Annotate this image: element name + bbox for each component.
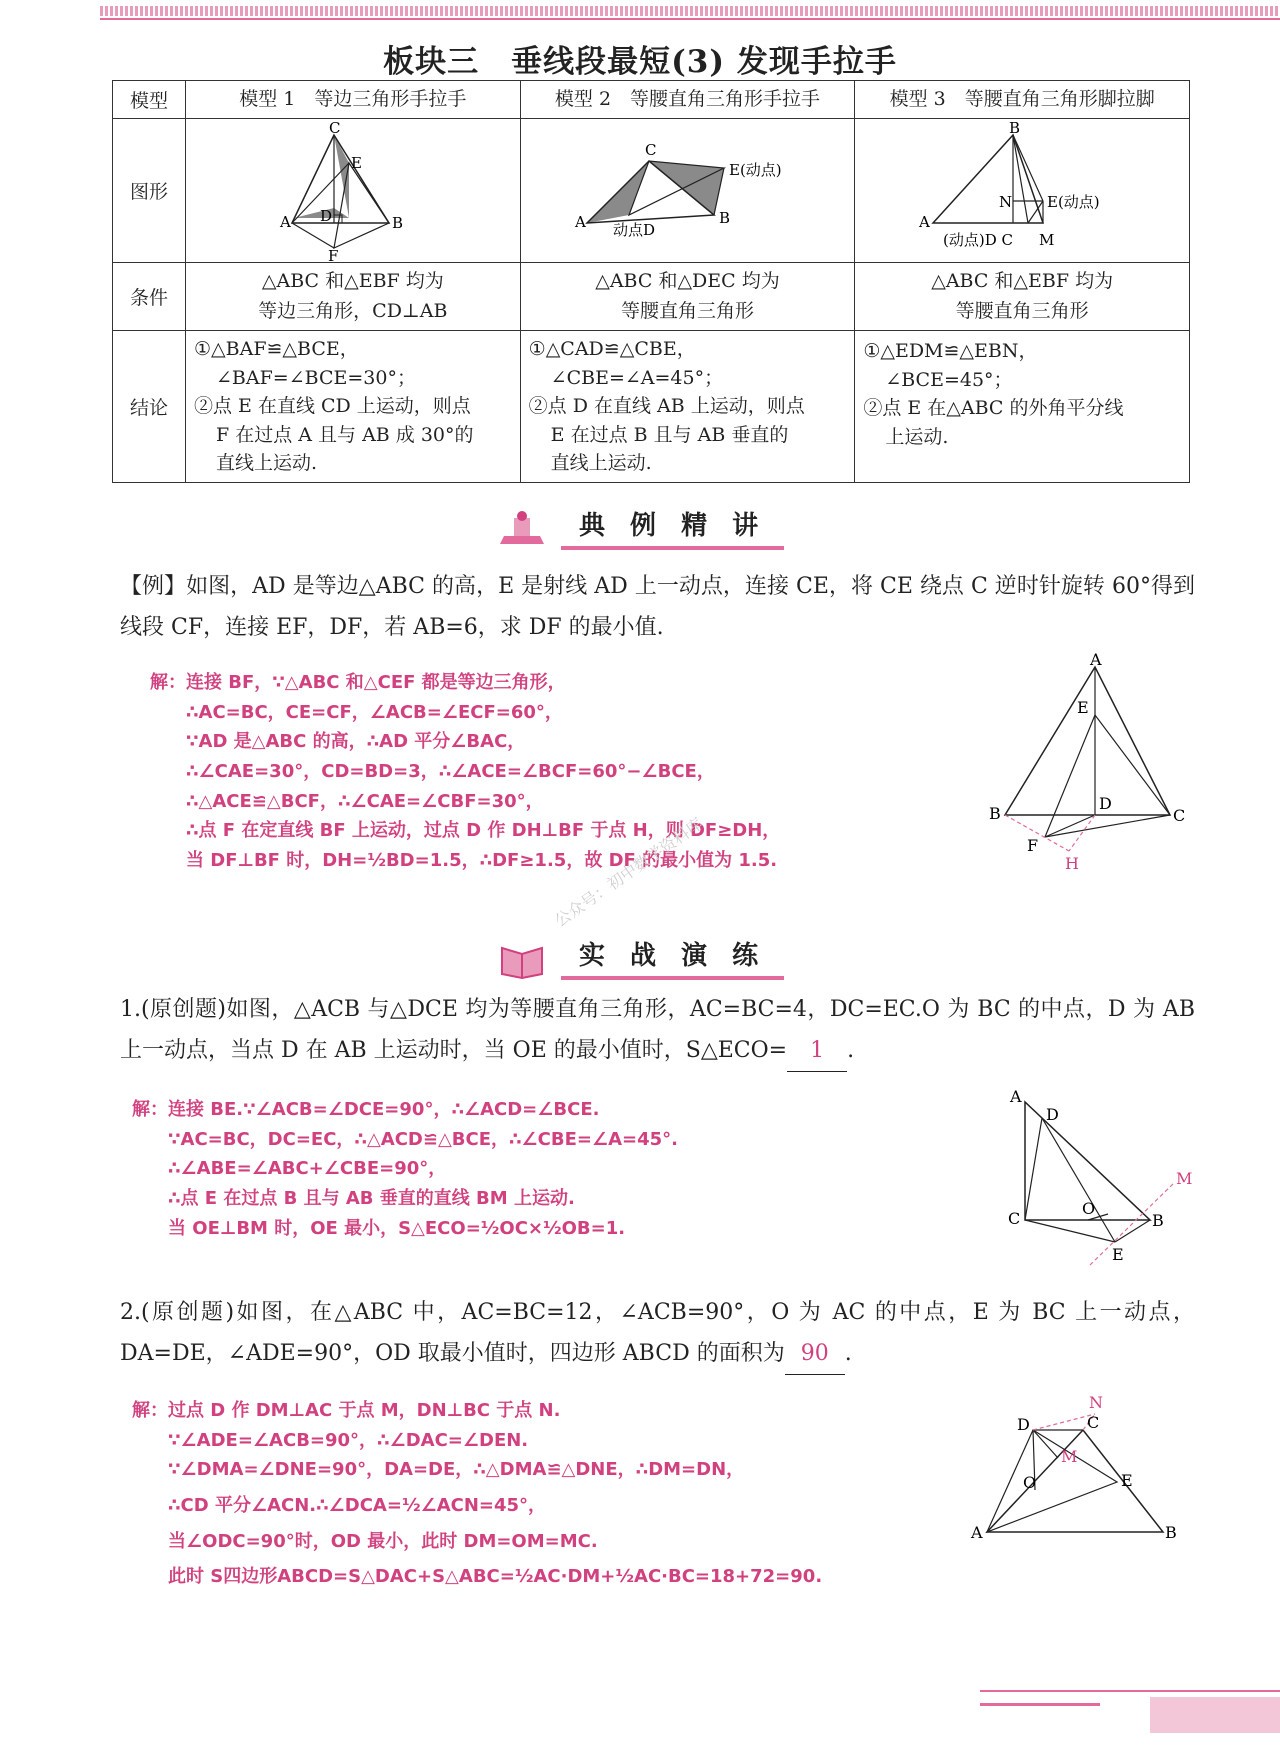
m1-label-E: E [351, 154, 362, 173]
model3-conclusion-line: ②点 E 在△ABC 的外角平分线 [863, 397, 1124, 420]
table-header-model1: 模型 1 等边三角形手拉手 [186, 81, 521, 119]
model2-condition-line: 等腰直角三角形 [620, 299, 754, 322]
section-example-title: 典 例 精 讲 [561, 505, 784, 550]
q2-label-N: N [1089, 1393, 1103, 1412]
q2-label-E: E [1121, 1471, 1133, 1490]
model3-conclusion [855, 331, 1190, 483]
model2-conclusion-line: ②点 D 在直线 AB 上运动，则点 [528, 395, 805, 418]
question1-statement: 1.(原创题)如图，△ACB 与△DCE 均为等腰直角三角形，AC=BC=4，DC=EC.O 为 BC 的中点，D 为 AB 上一动点，当点 D 在 AB 上运动时，当 OE 的最小值时，S△ECO= [120, 997, 1195, 1063]
q1-label-E: E [1112, 1245, 1124, 1264]
m3-label-A: A [919, 213, 931, 232]
table-header-model2: 模型 2 等腰直角三角形手拉手 [520, 81, 855, 119]
top-decoration-line [100, 18, 1280, 20]
model3-condition-line: △ABC 和△EBF 均为 [931, 270, 1114, 293]
q2-label-M: M [1061, 1447, 1078, 1466]
q1-label-C: C [1008, 1209, 1021, 1228]
solution-line: ∴△ACE≌△BCF，∴∠CAE=∠CBF=30°， [186, 790, 544, 812]
model3-conclusion-line: ①△EDM≌△EBN， [863, 340, 1038, 363]
q1-label-D: D [1046, 1105, 1059, 1124]
solution-line: 此时 S四边形ABCD=S△DAC+S△ABC=½AC·DM+½AC·BC=18+72=90. [168, 1566, 823, 1588]
q1-label-M: M [1176, 1169, 1193, 1188]
model2-condition-line: △ABC 和△DEC 均为 [595, 270, 780, 293]
question2-statement: 2.(原创题)如图，在△ABC 中，AC=BC=12，∠ACB=90°，O 为 AC 的中点，E 为 BC 上一动点，DA=DE，∠ADE=90°，OD 取最小值时，四边形 ABCD 的面积为 [120, 1300, 1195, 1366]
model2-figure-cell [520, 119, 855, 263]
q2-label-B: B [1165, 1523, 1177, 1542]
q2-label-D: D [1017, 1415, 1030, 1434]
solution-line: ∴CD 平分∠ACN.∴∠DCA=½∠ACN=45°， [168, 1495, 547, 1517]
q1-label-B: B [1152, 1211, 1164, 1230]
m1-label-A: A [280, 213, 291, 232]
solution-line: 解：连接 BE.∵∠ACB=∠DCE=90°，∴∠ACD=∠BCE. [132, 1099, 600, 1120]
m3-label-DC: (动点)D C [943, 231, 1014, 250]
m1-label-F: F [328, 247, 339, 266]
model1-conclusion-line: 直线上运动. [216, 452, 318, 475]
page-title: 板块三 垂线段最短(3) 发现手拉手 [383, 44, 897, 80]
section-example-heading [0, 505, 1280, 550]
solution-line: 当 OE⊥BM 时，OE 最小，S△ECO=½OC×½OB=1. [168, 1217, 626, 1239]
model1-figure-cell [186, 119, 521, 266]
model1-figure [194, 119, 504, 266]
question1-answer: 1 [787, 1031, 847, 1073]
example-figure [985, 650, 1195, 875]
model1-condition [186, 263, 521, 331]
row-label-conclusion: 结论 [113, 331, 186, 483]
solution-line: ∵AC=BC，DC=EC，∴△ACD≌△BCE，∴∠CBE=∠A=45°. [168, 1128, 679, 1150]
question1-figure [1000, 1087, 1210, 1270]
m1-label-C: C [329, 119, 341, 138]
model3-figure [863, 119, 1173, 253]
q2-label-A: A [971, 1523, 983, 1542]
solution-line: ∵AD 是△ABC 的高，∴AD 平分∠BAC， [186, 731, 526, 753]
solution-line: ∵∠ADE=∠ACB=90°，∴∠DAC=∠DEN. [168, 1429, 529, 1451]
m3-label-M: M [1039, 231, 1055, 250]
q2-label-C: C [1087, 1413, 1100, 1432]
m1-label-B: B [392, 214, 404, 233]
m2-label-E: E(动点) [728, 161, 782, 180]
model2-conclusion [520, 331, 855, 483]
section-practice-heading [0, 935, 1280, 980]
m2-label-D: 动点D [612, 221, 655, 240]
footer-decoration [980, 1683, 1280, 1733]
podium-icon [496, 510, 548, 550]
row-label-figure: 图形 [113, 119, 186, 263]
model3-conclusion-line: ∠BCE=45°； [885, 368, 1013, 391]
section-practice-title: 实 战 演 练 [561, 935, 784, 980]
model2-figure [529, 123, 839, 253]
book-icon [496, 940, 548, 980]
top-decoration-bar [100, 6, 1280, 16]
row-label-condition: 条件 [113, 263, 186, 331]
model2-conclusion-line: ∠CBE=∠A=45°； [550, 366, 724, 389]
model1-conclusion-line: F 在过点 A 且与 AB 成 30°的 [216, 423, 474, 446]
m3-label-N: N [999, 193, 1013, 212]
ex-label-B: B [989, 804, 1001, 823]
model1-conclusion-line: ∠BAF=∠BCE=30°； [216, 366, 416, 389]
ex-label-A: A [1090, 650, 1102, 669]
ex-label-D: D [1099, 794, 1112, 813]
solution-line: 当∠ODC=90°时，OD 最小，此时 DM=OM=MC. [168, 1530, 598, 1552]
watermark-text: 公众号：初中数学资料库 [551, 814, 707, 931]
table-header-model3: 模型 3 等腰直角三角形脚拉脚 [855, 81, 1190, 119]
model1-conclusion [186, 331, 521, 483]
model2-condition [520, 263, 855, 331]
m1-label-D: D [320, 207, 333, 226]
m2-label-B: B [718, 209, 730, 228]
model3-conclusion-line: 上运动. [885, 425, 949, 448]
m2-label-A: A [574, 213, 586, 232]
ex-label-F: F [1027, 836, 1039, 855]
model3-condition-line: 等腰直角三角形 [955, 299, 1089, 322]
m3-label-E: E(动点) [1047, 193, 1100, 212]
question1-text: 1.(原创题)如图，△ACB 与△DCE 均为等腰直角三角形，AC=BC=4，DC=EC.O 为 BC 的中点，D 为 AB 上一动点，当点 D 在 AB 上运动时，当 OE 的最小值时，S△ECO= 1 . [120, 990, 1195, 1072]
solution-line: ∴点 F 在定直线 BF 上运动，过点 D 作 DH⊥BF 于点 H，则 DF≥DH， [186, 820, 781, 842]
q1-label-O: O [1082, 1199, 1096, 1218]
model1-condition-line: 等边三角形，CD⊥AB [258, 299, 448, 322]
solution-line: ∴AC=BC，CE=CF，∠ACB=∠ECF=60°， [186, 701, 563, 723]
model1-conclusion-line: ①△BAF≌△BCE， [194, 338, 359, 361]
question2-answer: 90 [785, 1334, 845, 1376]
question2-figure [965, 1390, 1195, 1540]
table-header-model: 模型 [113, 81, 186, 119]
model3-figure-cell [855, 119, 1190, 263]
model2-conclusion-line: ①△CAD≌△CBE， [528, 338, 696, 361]
example-problem-text: 【例】如图，AD 是等边△ABC 的高，E 是射线 AD 上一动点，连接 CE，将 CE 绕点 C 逆时针旋转 60°得到线段 CF，连接 EF，DF，若 AB=6，求 DF 的最小值. [120, 574, 1195, 640]
ex-label-C: C [1173, 806, 1186, 825]
question2-solution [132, 1396, 822, 1592]
model1-conclusion-line: ②点 E 在直线 CD 上运动，则点 [194, 395, 471, 418]
model2-conclusion-line: 直线上运动. [550, 452, 652, 475]
ex-label-H: H [1065, 854, 1079, 873]
q1-label-A: A [1010, 1087, 1022, 1106]
m2-label-C: C [644, 141, 657, 160]
solution-line: ∵∠DMA=∠DNE=90°，DA=DE，∴△DMA≌△DNE，∴DM=DN， [168, 1459, 745, 1481]
question1-solution [132, 1095, 678, 1243]
solution-line: 当 DF⊥BF 时，DH=½BD=1.5，∴DF≥1.5，故 DF 的最小值为 1.5. [186, 850, 778, 872]
q2-label-O: O [1023, 1473, 1037, 1492]
model3-condition [855, 263, 1190, 331]
solution-line: 解：过点 D 作 DM⊥AC 于点 M，DN⊥BC 于点 N. [132, 1400, 561, 1421]
m3-label-B: B [1009, 119, 1021, 138]
question2-text: 2.(原创题)如图，在△ABC 中，AC=BC=12，∠ACB=90°，O 为 AC 的中点，E 为 BC 上一动点，DA=DE，∠ADE=90°，OD 取最小值时，四边形 ABCD 的面积为 90 . [120, 1293, 1195, 1375]
solution-line: ∴点 E 在过点 B 且与 AB 垂直的直线 BM 上运动. [168, 1188, 575, 1210]
model1-condition-line: △ABC 和△EBF 均为 [261, 270, 444, 293]
model-table [112, 80, 1190, 483]
model2-conclusion-line: E 在过点 B 且与 AB 垂直的 [550, 423, 789, 446]
solution-line: 解：连接 BF，∵△ABC 和△CEF 都是等边三角形， [150, 672, 566, 693]
solution-line: ∴∠CAE=30°，CD=BD=3，∴∠ACE=∠BCF=60°−∠BCE， [186, 761, 715, 783]
ex-label-E: E [1077, 698, 1089, 717]
solution-line: ∴∠ABE=∠ABC+∠CBE=90°， [168, 1158, 447, 1180]
